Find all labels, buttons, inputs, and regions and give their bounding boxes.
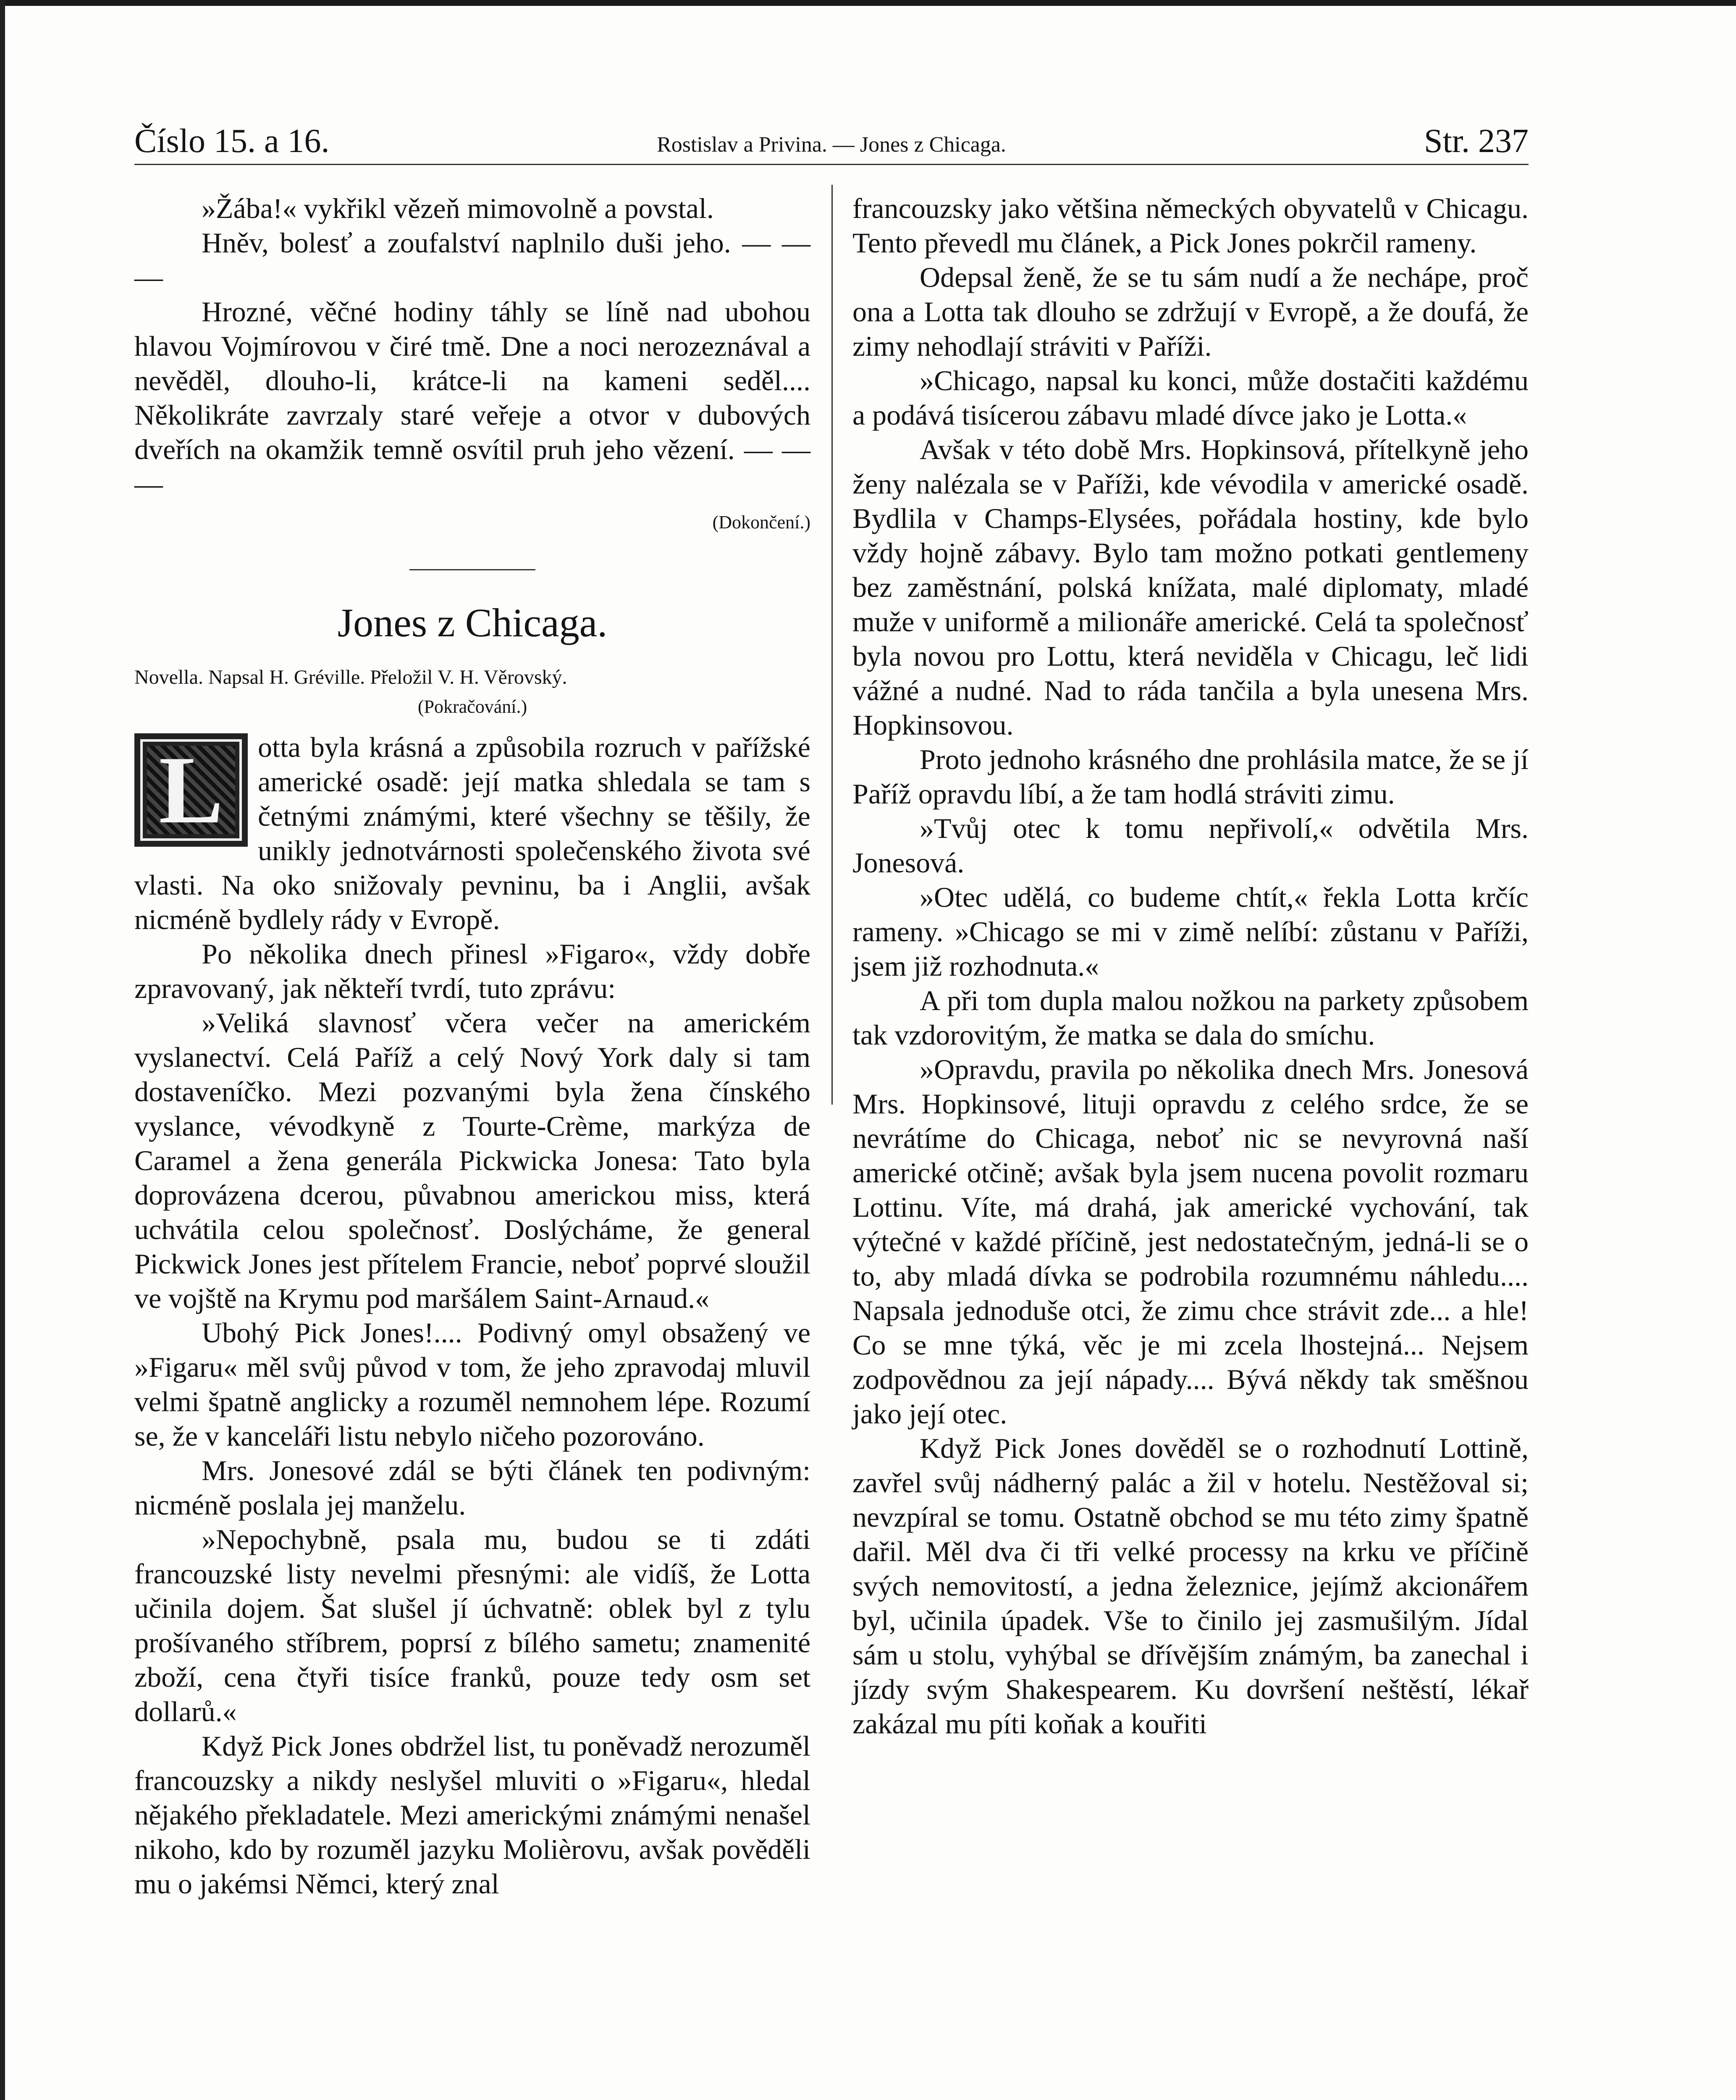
paragraph: Odepsal ženě, že se tu sám nudí a že nechápe, proč ona a Lotta tak dlouho se zdržují v Evropě, a že doufá, že zimy nehodlají stráviti v Paříži. <box>852 261 1529 362</box>
paragraph: Mrs. Jonesové zdál se býti článek ten podivným: nicméně poslala jej manželu. <box>134 1454 810 1521</box>
paragraph: Proto jednoho krásného dne prohlásila matce, že se jí Paříž opravdu líbí, a že tam hodlá stráviti zimu. <box>852 743 1529 810</box>
left-column <box>134 191 810 1901</box>
paragraph: Hněv, bolesť a zoufalství naplnilo duši jeho. — — — <box>134 227 810 293</box>
paragraph: francouzsky jako většina německých obyvatelů v Chicagu. Tento převedl mu článek, a Pick Jones pokrčil rameny. <box>852 192 1529 259</box>
end-note: (Dokončení.) <box>712 512 810 533</box>
continued-note: (Pokračování.) <box>417 696 527 717</box>
paragraph: Hrozné, věčné hodiny táhly se líně nad ubohou hlavou Vojmírovou v čiré tmě. Dne a noci nerozeznával a nevěděl, dlouho-li, krátce-li na kameni seděl.... Několikráte zavrzaly staré veřeje a otvor v dubových dveřích na okamžik temně osvítil pruh jeho vězení. — — — <box>134 296 810 500</box>
paragraph: otta byla krásná a způsobila rozruch v pařížské americké osadě: její matka shledala se tam s četnými známými, které všechny se těšily, že unikly jednotvárnosti společenského života své vlasti. Na oko snižovaly pevninu, ba i Anglii, avšak nicméně bydlely rády v Evropě. <box>134 731 810 935</box>
right-column <box>852 191 1529 1741</box>
section-rule <box>409 569 535 570</box>
page-edge-left <box>0 0 5 2100</box>
byline: Novella. Napsal H. Gréville. Přeložil V. H. Věrovský. <box>134 666 567 688</box>
paragraph: »Žába!« vykřikl vězeň mimovolně a povstal. <box>202 192 714 224</box>
drop-cap-initial <box>134 733 248 847</box>
column-divider <box>831 185 833 1105</box>
page-number: Str. 237 <box>1424 123 1529 160</box>
paragraph: »Otec udělá, co budeme chtít,« řekla Lotta krčíc rameny. »Chicago se mi v zimě nelíbí: zůstanu v Paříži, jsem již rozhodnuta.« <box>852 881 1529 982</box>
paragraph: »Tvůj otec k tomu nepřivolí,« odvětila Mrs. Jonesová. <box>852 812 1529 879</box>
article-title: Jones z Chicaga. <box>337 600 608 645</box>
paragraph: »Nepochybně, psala mu, budou se ti zdáti francouzské listy nevelmi přesnými: ale vidíš, že Lotta učinila dojem. Šat slušel jí úchvatně: oblek byl z tylu prošívaného stříbrem, poprsí z bílého sametu; znamenité zboží, cena čtyři tisíce franků, pouze tedy osm set dollarů.« <box>134 1523 810 1727</box>
paragraph: »Opravdu, pravila po několika dnech Mrs. Jonesová Mrs. Hopkinsové, lituji opravdu z celého srdce, že se nevrátíme do Chicaga, neboť nic se nevyrovná naší americké otčině; avšak byla jsem nucena povolit rozmaru Lottinu. Víte, má drahá, jak americké vychování, tak výtečné v každé příčině, jest nedostatečným, jedná-li se o to, aby mladá dívka se podrobila rozumnému náhledu.... Napsala jednoduše otci, že zimu chce strávit zde... a hle! Co se mne týká, věc je mi zcela lhostejná... Nejsem zodpovědnou za její nápady.... Bývá někdy tak směšnou jako její otec. <box>852 1053 1529 1430</box>
issue-number: Číslo 15. a 16. <box>134 123 330 160</box>
paragraph: Ubohý Pick Jones!.... Podivný omyl obsažený ve »Figaru« měl svůj původ v tom, že jeho zpravodaj mluvil velmi špatně anglicky a rozuměl nemnohem lépe. Rozumí se, že v kanceláři listu nebylo ničeho pozorováno. <box>134 1317 810 1452</box>
paragraph: Avšak v této době Mrs. Hopkinsová, přítelkyně jeho ženy nalézala se v Paříži, kde vévodila v americké osadě. Bydlila v Champs-Elysées, pořádala hostiny, kde bylo vždy hojně zábavy. Bylo tam možno potkati gentlemeny bez zaměstnání, polská knížata, malé diplomaty, mladé muže v uniformě a milionáře americké. Celá ta společnosť byla novou pro Lottu, která neviděla v Chicagu, leč lidi vážné a nudné. Nad to ráda tančila a byla unesena Mrs. Hopkinsovou. <box>852 433 1529 741</box>
paragraph: Po několika dnech přinesl »Figaro«, vždy dobře zpravovaný, jak někteří tvrdí, tuto zprávu: <box>134 938 810 1004</box>
running-title: Rostislav a Privina. — Jones z Chicaga. <box>657 133 1006 157</box>
paragraph: »Veliká slavnosť včera večer na americkém vyslanectví. Celá Paříž a celý Nový York daly si tam dostaveníčko. Mezi pozvanými byla žena čínského vyslance, vévodkyně z Tourte-Crème, markýza de Caramel a žena generála Pickwicka Jonesa: Tato byla doprovázena dcerou, půvabnou americkou miss, která uchvátila celou společnosť. Doslýcháme, že general Pickwick Jones jest přítelem Francie, neboť poprvé sloužil ve vojště na Krymu pod maršálem Saint-Arnaud.« <box>134 1007 810 1314</box>
paragraph: Když Pick Jones dověděl se o rozhodnutí Lottině, zavřel svůj nádherný palác a žil v hotelu. Nestěžoval si; nevzpíral se tomu. Ostatně obchod se mu této zimy špatně dařil. Měl dva či tři velké processy na krku ve příčině svých nemovitostí, a jedna železnice, jejímž akcionářem byl, učinila úpadek. Vše to činilo jej zasmušilým. Jídal sám u stolu, vyhýbal se dřívějším známým, ba zanechal i jízdy svým Shakespearem. Ku dovršení neštěstí, lékař zakázal mu píti koňak a kouřiti <box>852 1432 1529 1740</box>
paragraph: »Chicago, napsal ku konci, může dostačiti každému a podává tisícerou zábavu mladé dívce jako je Lotta.« <box>852 365 1529 431</box>
page-edge-top <box>0 0 1736 6</box>
drop-cap-letter: L <box>159 736 223 843</box>
running-header <box>134 118 1529 165</box>
paragraph: A při tom dupla malou nožkou na parkety způsobem tak vzdorovitým, že matka se dala do smíchu. <box>852 984 1529 1051</box>
paragraph: Když Pick Jones obdržel list, tu poněvadž nerozuměl francouzsky a nikdy neslyšel mluviti o »Figaru«, hledal nějakého překladatele. Mezi americkými známými nenašel nikoho, kdo by rozuměl jazyku Molièrovu, avšak pověděli mu o jakémsi Němci, který znal <box>134 1730 810 1900</box>
